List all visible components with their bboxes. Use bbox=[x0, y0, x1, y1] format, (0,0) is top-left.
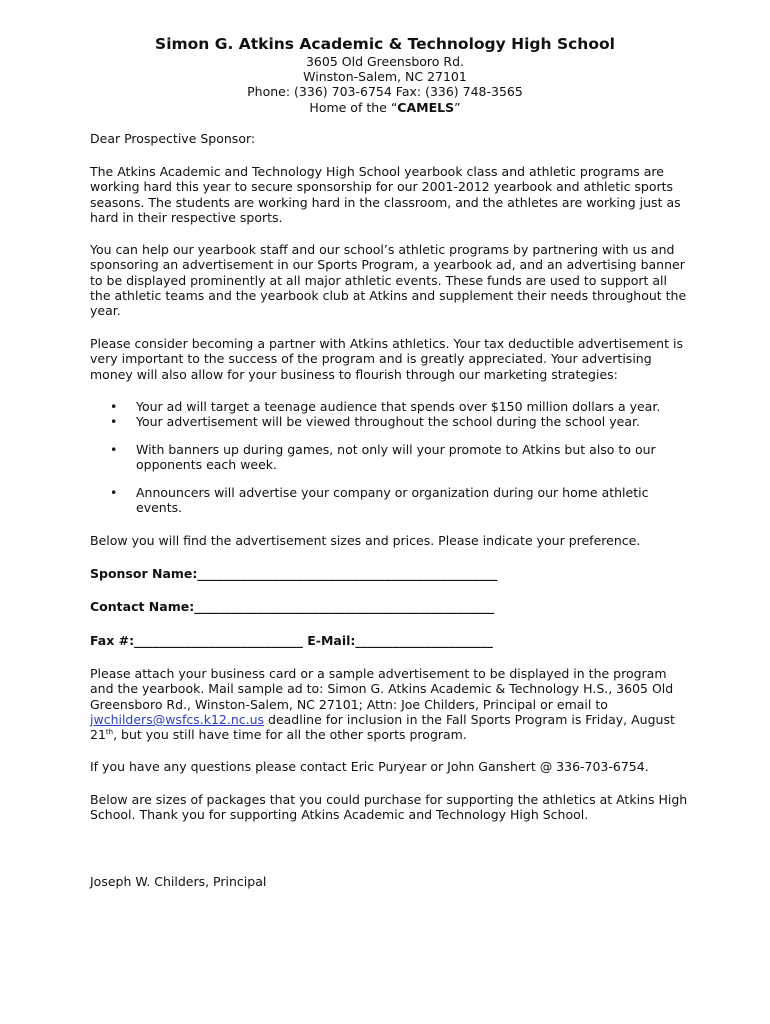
email-field: E-Mail:______________________ bbox=[307, 633, 493, 648]
deadline-text: deadline for inclusion in the Fall Sports Program is Friday, August 21 bbox=[90, 711, 675, 743]
salutation: Dear Prospective Sponsor: bbox=[90, 131, 256, 146]
attach-text: Please attach your business card or a sample advertisement to be displayed in the program and the yearbook. Mail sample ad to: Simon G. Atkins Academic & Technology H.S., 3605 Old Greensboro Rd., Winston-Salem, NC 27101; Attn: Joe Childers, Principal or email to bbox=[90, 666, 674, 712]
bullet-dot: • bbox=[110, 399, 118, 414]
bullet-dot: • bbox=[110, 442, 118, 457]
bullet-text: Your advertisement will be viewed throughout the school during the school year. bbox=[136, 414, 640, 429]
home-prefix: Home of the “ bbox=[309, 99, 398, 115]
letterhead bbox=[0, 34, 770, 115]
bullet-text: With banners up during games, not only will your promote to Atkins but also to our opponents each week. bbox=[136, 442, 656, 473]
paragraph-intro: The Atkins Academic and Technology High School yearbook class and athletic programs are working hard this year to secure sponsorship for our 2001-2012 yearbook and athletic sports seasons. The students are working hard in the classroom, and the athletes are working just as hard in their respective sports. bbox=[90, 164, 681, 225]
bullet-dot: • bbox=[110, 485, 118, 500]
paragraph-packages: Below are sizes of packages that you could purchase for supporting the athletics at Atkins High School. Thank you for supporting Atkins Academic and Technology High School. bbox=[90, 792, 688, 823]
date-suffix: th bbox=[105, 728, 114, 737]
sponsor-name-field: Sponsor Name:________________________________________________ bbox=[90, 566, 498, 581]
paragraph-sponsorship: You can help our yearbook staff and our school’s athletic programs by partnering with us and sponsoring an advertisement in our Sports Program, a yearbook ad, and an advertising banner to be displayed prominently at all major athletic events. These funds are used to support all the athletic teams and the yearbook club at Atkins and supplement their needs throughout the year. bbox=[90, 242, 687, 319]
school-name: Simon G. Atkins Academic & Technology High School bbox=[155, 35, 615, 53]
bullet-text: Announcers will advertise your company or organization during our home athletic events. bbox=[136, 485, 649, 516]
paragraph-contact: If you have any questions please contact Eric Puryear or John Ganshert @ 336-703-6754. bbox=[90, 759, 649, 774]
bullet-text: Your ad will target a teenage audience that spends over $150 million dollars a year. bbox=[136, 399, 661, 414]
address-line: 3605 Old Greensboro Rd. bbox=[305, 54, 465, 69]
closing-text: , but you still have time for all the other sports program. bbox=[113, 727, 467, 743]
paragraph-attach bbox=[90, 666, 690, 742]
home-suffix: ” bbox=[454, 99, 461, 115]
city-line: Winston-Salem, NC 27101 bbox=[303, 69, 467, 85]
mascot-name: CAMELS bbox=[397, 99, 455, 115]
paragraph-sizes: Below you will find the advertisement sizes and prices. Please indicate your preference. bbox=[90, 533, 641, 548]
fax-email-row bbox=[90, 633, 493, 648]
contact-name-field: Contact Name:________________________________________________ bbox=[90, 599, 495, 614]
email-link[interactable]: jwchilders@wsfcs.k12.nc.us bbox=[90, 711, 265, 727]
phone-line: Phone: (336) 703-6754 Fax: (336) 748-3565 bbox=[247, 84, 523, 100]
home-of-line bbox=[0, 100, 770, 115]
bullet-dot: • bbox=[110, 414, 118, 429]
signature: Joseph W. Childers, Principal bbox=[90, 874, 267, 889]
fax-field: Fax #:___________________________ bbox=[90, 633, 303, 648]
paragraph-partner: Please consider becoming a partner with Atkins athletics. Your tax deductible advertisement is very important to the success of the program and is greatly appreciated. Your advertising money will also allow for your business to flourish through our marketing strategies: bbox=[90, 336, 683, 382]
